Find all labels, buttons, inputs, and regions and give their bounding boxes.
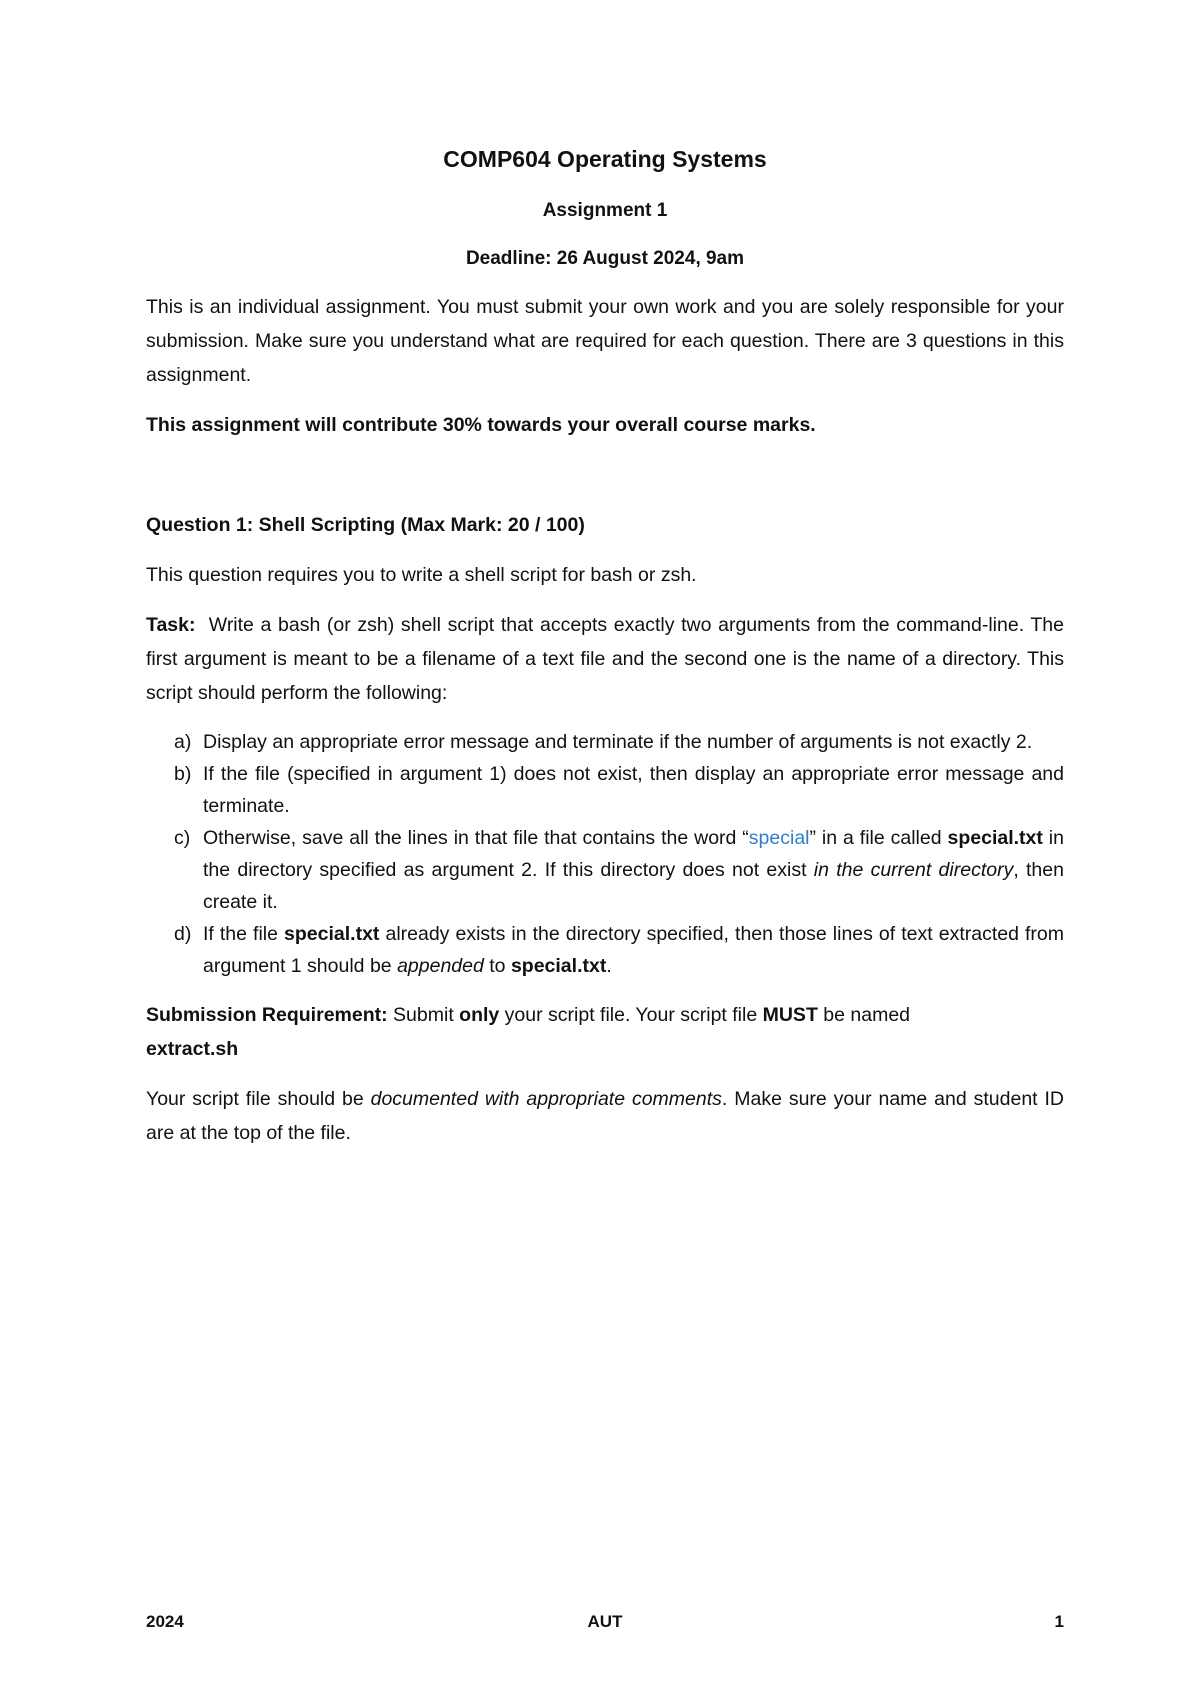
- question-1-description: This question requires you to write a shell script for bash or zsh.: [146, 564, 697, 586]
- document-page: [146, 146, 1070, 1166]
- task-list: [146, 726, 1064, 982]
- script-filename: extract.sh: [146, 1038, 239, 1060]
- list-item-text: in the directory specified as argument 2. If this directory does not exist: [203, 827, 1064, 881]
- list-item-text: If the file: [203, 923, 285, 945]
- list-item-text: ” in a file called: [809, 827, 948, 849]
- submission-text: be named: [817, 1004, 911, 1026]
- list-item-text: If the file (specified in argument 1) does not exist, then display an appropriate error message and terminate.: [203, 763, 1064, 817]
- submission-label: Submission Requirement:: [146, 1004, 388, 1026]
- list-item-text: .: [606, 955, 612, 977]
- footer-page-number: 1: [1054, 1612, 1064, 1631]
- filename-special-txt: special.txt: [284, 923, 380, 945]
- task-label: Task:: [146, 614, 196, 636]
- intro-paragraph: This is an individual assignment. You must submit your own work and you are solely responsible for your submission. Make sure you understand what are required for each question. There are 3 questions in this assignment.: [146, 296, 1064, 386]
- submission-text: your script file. Your script file: [499, 1004, 763, 1026]
- filename-special-txt: special.txt: [947, 827, 1043, 849]
- list-item-text: to: [483, 955, 511, 977]
- list-item-text: already exists in the directory specified, then those lines of text extracted from argument 1 should be: [203, 923, 1064, 977]
- comments-text: . Make sure your name and student ID are at the top of the file.: [146, 1088, 1064, 1144]
- must-emphasis: MUST: [762, 1004, 818, 1026]
- list-item-text: , then create it.: [203, 859, 1064, 913]
- keyword-special: special: [748, 827, 810, 849]
- list-marker: a): [174, 731, 192, 753]
- weight-note: This assignment will contribute 30% towards your overall course marks.: [146, 414, 816, 436]
- submission-requirement: [146, 998, 1064, 1066]
- filename-special-txt: special.txt: [510, 955, 607, 977]
- list-marker: b): [174, 763, 192, 785]
- emphasis-text: documented with appropriate comments: [370, 1088, 722, 1110]
- list-item-c: [146, 822, 1064, 918]
- list-item-text: Otherwise, save all the lines in that file that contains the word “: [203, 827, 749, 849]
- list-marker: c): [174, 827, 191, 849]
- page-footer: [146, 1612, 1064, 1632]
- list-item-text: Display an appropriate error message and terminate if the number of arguments is not exactly 2.: [203, 731, 1033, 753]
- footer-institution: AUT: [587, 1612, 623, 1631]
- list-marker: d): [174, 923, 192, 945]
- list-item-d: [146, 918, 1064, 982]
- comments-requirement: [146, 1082, 1064, 1150]
- list-item-b: [146, 758, 1064, 822]
- footer-year: 2024: [146, 1612, 184, 1631]
- list-item-a: [146, 726, 1064, 758]
- course-title: COMP604 Operating Systems: [443, 146, 767, 172]
- task-text: Write a bash (or zsh) shell script that accepts exactly two arguments from the command-line. The first argument is meant to be a filename of a text file and the second one is the name of a directory. This script should perform the following:: [146, 614, 1070, 704]
- comments-text: Your script file should be: [146, 1088, 371, 1110]
- emphasis-text: in the current directory: [813, 859, 1014, 881]
- deadline: Deadline: 26 August 2024, 9am: [465, 248, 745, 269]
- question-1-heading: Question 1: Shell Scripting (Max Mark: 20 / 100): [146, 514, 585, 536]
- assignment-title: Assignment 1: [542, 200, 668, 221]
- emphasis-text: appended: [397, 955, 484, 977]
- only-emphasis: only: [459, 1004, 500, 1026]
- section-spacer: [146, 458, 1064, 508]
- task-paragraph: [146, 608, 1070, 710]
- submission-text: Submit: [387, 1004, 460, 1026]
